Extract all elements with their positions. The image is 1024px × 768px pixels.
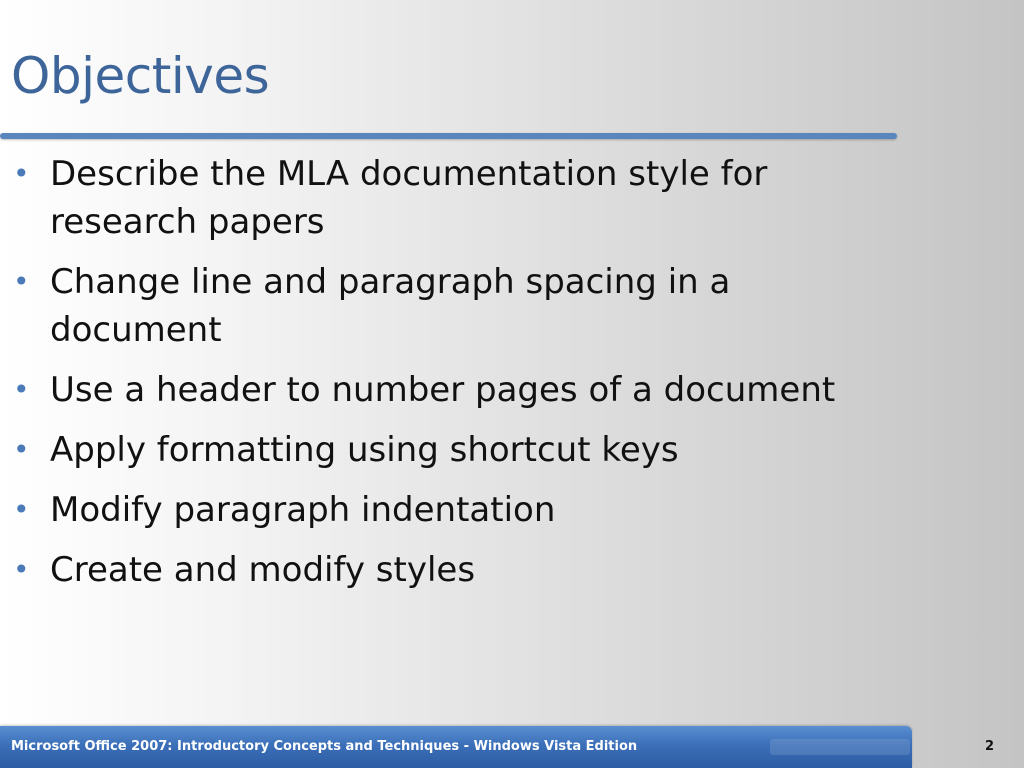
- list-item: [13, 258, 903, 354]
- slide-title: Objectives: [11, 47, 270, 105]
- bullet-icon: •: [13, 265, 30, 298]
- list-item-text: Use a header to number pages of a document: [50, 370, 836, 410]
- bullet-icon: •: [13, 373, 30, 406]
- bullet-icon: •: [13, 553, 30, 586]
- list-item: [13, 426, 903, 474]
- list-item: [13, 150, 903, 246]
- list-item-text: Create and modify styles: [50, 550, 476, 590]
- footer-watermark: [770, 739, 910, 755]
- footer-text: Microsoft Office 2007: Introductory Concepts and Techniques - Windows Vista Edition: [11, 739, 638, 754]
- list-item-text: Apply formatting using shortcut keys: [50, 430, 679, 470]
- list-item: [13, 486, 903, 534]
- page-number: 2: [985, 739, 995, 754]
- title-divider: [0, 133, 897, 139]
- bullet-icon: •: [13, 157, 30, 190]
- footer-bar: [0, 726, 912, 768]
- bullet-icon: •: [13, 493, 30, 526]
- bullet-icon: •: [13, 433, 30, 466]
- list-item-text: Modify paragraph indentation: [50, 490, 556, 530]
- list-item-text: Describe the MLA documentation style for research papers: [50, 154, 768, 242]
- list-item: [13, 546, 903, 594]
- list-item-text: Change line and paragraph spacing in a document: [50, 262, 731, 350]
- list-item: [13, 366, 903, 414]
- objectives-list: [13, 150, 903, 606]
